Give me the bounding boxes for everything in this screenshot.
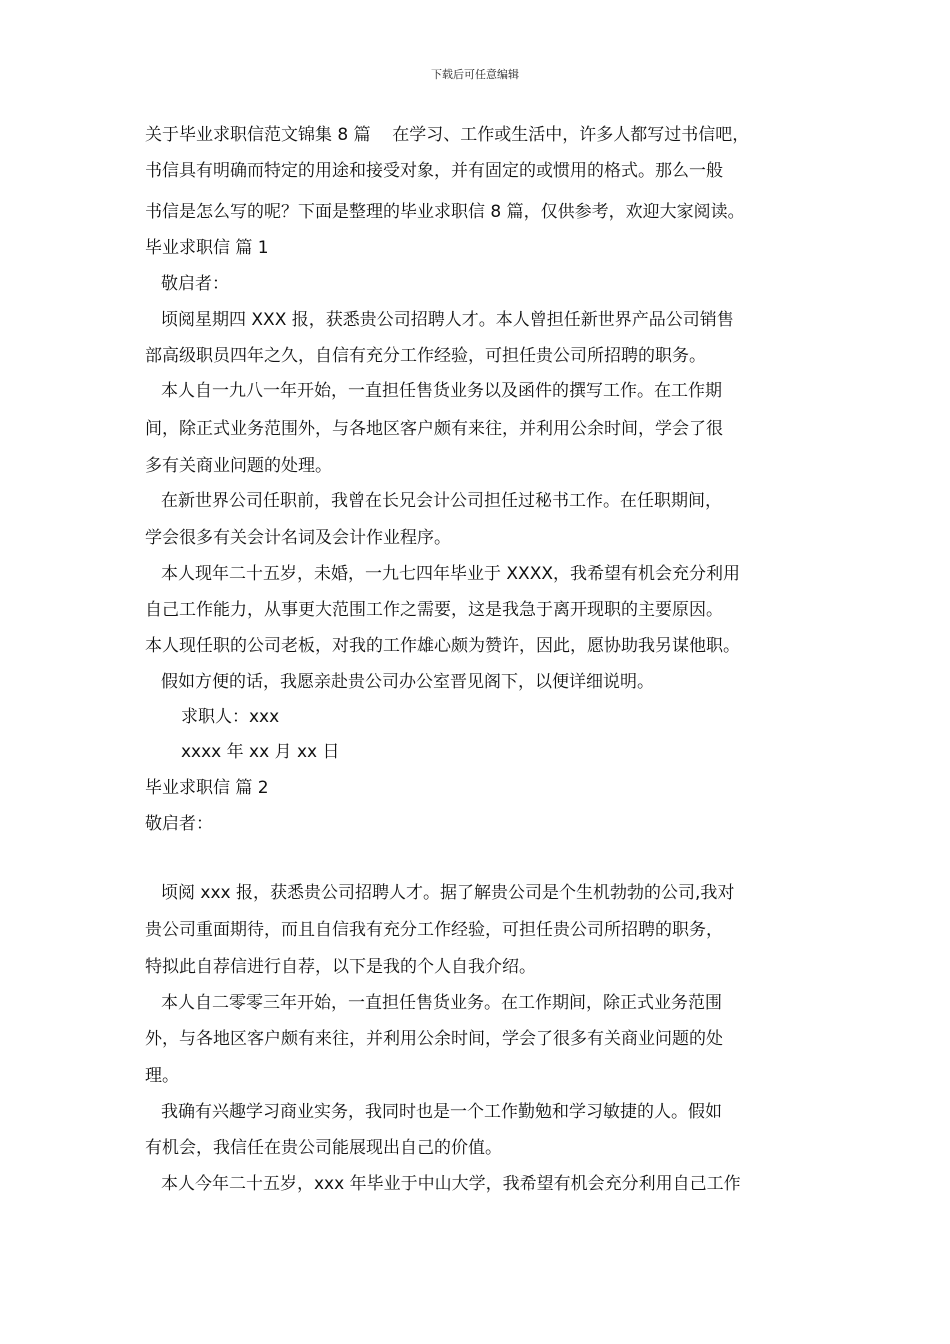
body-line: 顷阅 xxx 报，获悉贵公司招聘人才。据了解贵公司是个生机勃勃的公司,我对 bbox=[161, 883, 735, 903]
body-line: 本人现任职的公司老板，对我的工作雄心颇为赞许，因此，愿协助我另谋他职。 bbox=[145, 636, 740, 656]
salutation: 敬启者： bbox=[145, 814, 213, 834]
section-heading: 毕业求职信 篇 2 bbox=[145, 778, 269, 798]
body-line: 本人现年二十五岁，未婚，一九七四年毕业于 XXXX，我希望有机会充分利用 bbox=[161, 564, 740, 584]
body-line: 部高级职员四年之久，自信有充分工作经验，可担任贵公司所招聘的职务。 bbox=[145, 346, 706, 366]
body-line: 贵公司重面期待，而且自信我有充分工作经验，可担任贵公司所招聘的职务， bbox=[145, 920, 723, 940]
body-line: 外，与各地区客户颇有来往，并利用公余时间，学会了很多有关商业问题的处 bbox=[145, 1029, 723, 1049]
body-line: 书信具有明确而特定的用途和接受对象，并有固定的或惯用的格式。那么一般 bbox=[145, 161, 723, 181]
signature-name: 求职人：xxx bbox=[181, 707, 280, 727]
body-line: 本人自一九八一年开始，一直担任售货业务以及函件的撰写工作。在工作期 bbox=[161, 381, 722, 401]
body-line: 自己工作能力，从事更大范围工作之需要，这是我急于离开现职的主要原因。 bbox=[145, 600, 723, 620]
body-line: 本人自二零零三年开始，一直担任售货业务。在工作期间，除正式业务范围 bbox=[161, 993, 722, 1013]
body-line: 有机会，我信任在贵公司能展现出自己的价值。 bbox=[145, 1138, 502, 1158]
section-heading: 毕业求职信 篇 1 bbox=[145, 238, 269, 258]
body-line: 顷阅星期四 XXX 报，获悉贵公司招聘人才。本人曾担任新世界产品公司销售 bbox=[161, 310, 734, 330]
salutation: 敬启者： bbox=[161, 274, 229, 294]
body-line: 学会很多有关会计名词及会计作业程序。 bbox=[145, 528, 451, 548]
signature-date: xxxx 年 xx 月 xx 日 bbox=[181, 742, 340, 762]
body-line: 我确有兴趣学习商业实务，我同时也是一个工作勤勉和学习敏捷的人。假如 bbox=[161, 1102, 722, 1122]
body-line: 在新世界公司任职前，我曾在长兄会计公司担任过秘书工作。在任职期间， bbox=[161, 491, 722, 511]
body-line: 间，除正式业务范围外，与各地区客户颇有来往，并利用公余时间，学会了很 bbox=[145, 419, 723, 439]
body-line: 书信是怎么写的呢？下面是整理的毕业求职信 8 篇，仅供参考，欢迎大家阅读。 bbox=[145, 202, 745, 222]
body-line: 假如方便的话，我愿亲赴贵公司办公室晋见阁下，以便详细说明。 bbox=[161, 672, 654, 692]
body-line: 特拟此自荐信进行自荐，以下是我的个人自我介绍。 bbox=[145, 957, 536, 977]
body-line: 理。 bbox=[145, 1066, 179, 1086]
page-header: 下载后可任意编辑 bbox=[431, 68, 519, 81]
body-line: 多有关商业问题的处理。 bbox=[145, 456, 332, 476]
body-line: 本人今年二十五岁，xxx 年毕业于中山大学，我希望有机会充分利用自己工作 bbox=[161, 1174, 741, 1194]
body-line: 关于毕业求职信范文锦集 8 篇 在学习、工作或生活中，许多人都写过书信吧， bbox=[145, 125, 750, 145]
